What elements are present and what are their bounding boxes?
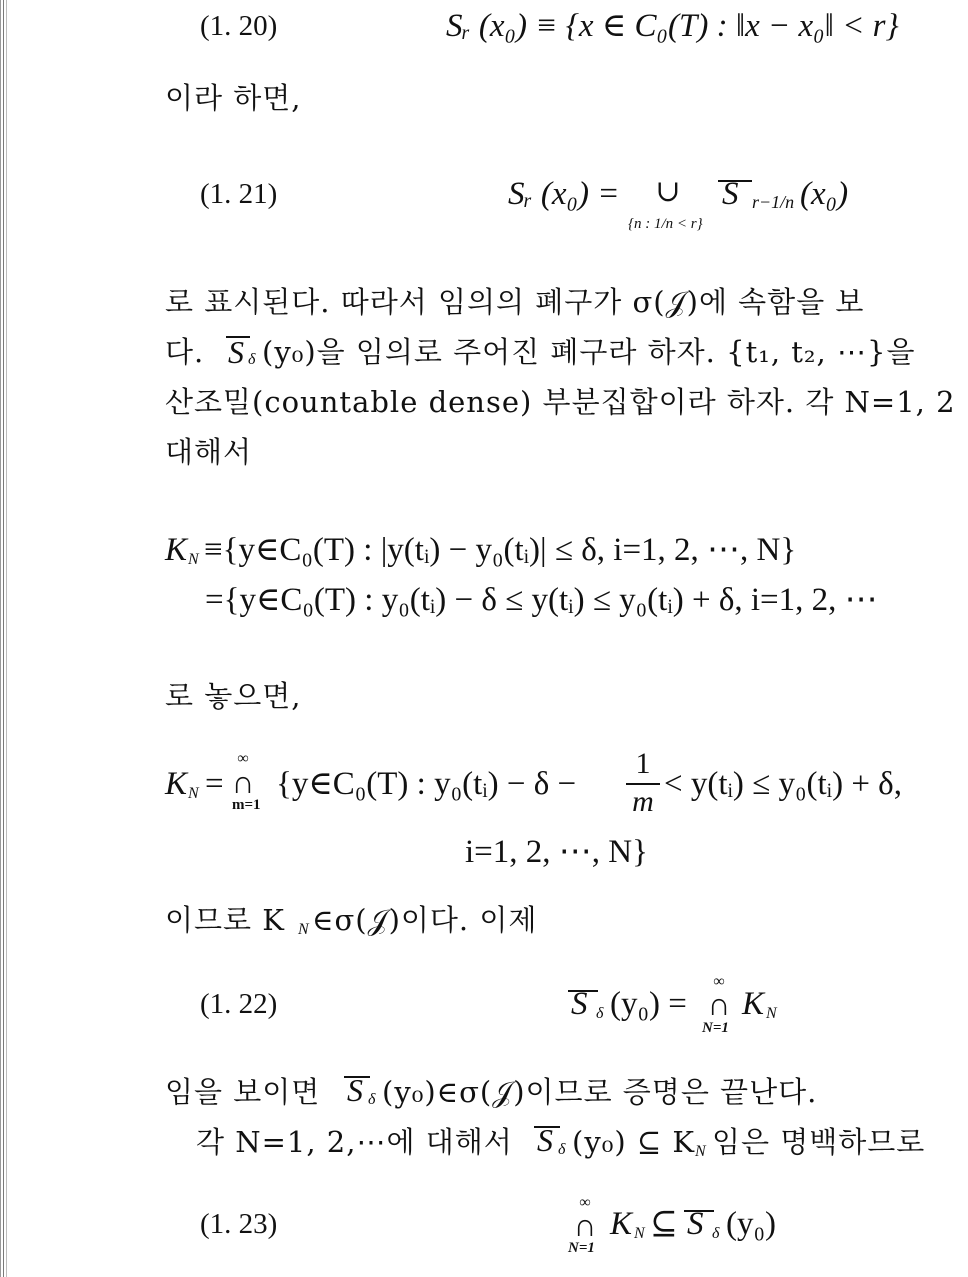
intersection-operator: ∩ (707, 986, 731, 1022)
fraction-denominator: m (632, 785, 654, 818)
intersection-upper-limit: ∞ (237, 750, 249, 767)
kn-subscript: N (695, 1143, 706, 1160)
closure-subscript: δ (368, 1091, 376, 1108)
closure-s: S (687, 1206, 704, 1242)
text-line: 이라 하면, (165, 81, 302, 115)
equation-1-20: Sᵣ (x₀) ≡ {x ∈ C₀(T) : ‖x − x₀‖ < r} (446, 8, 899, 44)
closure-subscript: δ (248, 351, 256, 368)
kn-expression: ≡{y∈C₀(T) : |y(tᵢ) − y₀(tᵢ)| ≤ δ, i=1, 2, ⋯, N} (204, 532, 797, 568)
text-line: 로 놓으면, (165, 679, 302, 713)
text-fragment: 각 N=1, 2,⋯에 대해서 (196, 1125, 513, 1159)
equals-sign: = (205, 766, 224, 802)
text-fragment: 다. (165, 335, 205, 369)
closure-s: S (537, 1122, 553, 1158)
kn-symbol: K (165, 766, 188, 802)
kn-symbol: K (165, 532, 188, 568)
kn-subscript: N (188, 785, 199, 802)
intersection-upper-limit: ∞ (579, 1194, 591, 1211)
closure-subscript: δ (558, 1141, 566, 1158)
intersection-upper-limit: ∞ (713, 973, 725, 990)
text-fragment: 이므로 K (165, 903, 285, 937)
kn-subscript: N (634, 1225, 645, 1242)
closure-s: S (228, 334, 244, 370)
union-operator: ∪ (655, 175, 681, 208)
intersection-operator: ∩ (231, 764, 255, 800)
kn-symbol: K (742, 986, 765, 1022)
text-fragment: (y₀) ⊆ K (572, 1125, 696, 1159)
union-limit: {n : 1/n < r} (628, 216, 703, 232)
eq21-arg: (x₀) (800, 176, 849, 212)
closure-s: S (347, 1072, 363, 1108)
intersection-lower-limit: N=1 (568, 1240, 595, 1256)
text-line: 대해서 (165, 435, 253, 469)
equation-number: (1. 22) (200, 988, 278, 1020)
fraction-numerator: 1 (635, 747, 651, 780)
closure-subscript: δ (712, 1225, 720, 1242)
closure-s: S (722, 176, 739, 212)
eq22-mid: (y₀) = (610, 986, 687, 1022)
equation-number: (1. 23) (200, 1208, 278, 1240)
kn-subscript: N (766, 1005, 777, 1022)
set-expression-rest: < y(tᵢ) ≤ y₀(tᵢ) + δ, (664, 766, 902, 802)
equation-number: (1. 21) (200, 178, 278, 210)
eq21-lhs: Sᵣ (x₀) = (508, 176, 620, 212)
subset-symbol: ⊆ (650, 1206, 678, 1242)
kn-subscript: N (298, 921, 309, 938)
closure-subscript: δ (596, 1005, 604, 1022)
intersection-lower-limit: N=1 (702, 1020, 729, 1036)
eq23-arg: (y₀) (726, 1206, 776, 1242)
kn-subscript: N (188, 551, 199, 568)
closure-s: S (571, 986, 588, 1022)
intersection-operator: ∩ (573, 1207, 597, 1243)
equation-number: (1. 20) (200, 10, 278, 42)
text-fragment: (y₀)∈σ(𝒥)이므로 증명은 끝난다. (382, 1075, 818, 1109)
index-range: i=1, 2, ⋯, N} (465, 834, 648, 870)
page-edge (0, 0, 8, 1277)
set-expression: {y∈C₀(T) : y₀(tᵢ) − δ − (276, 766, 577, 802)
text-fragment: 임을 보이면 (165, 1075, 321, 1109)
closure-subscript: r−1/n (752, 192, 795, 212)
text-fragment: 임은 명백하므로 (712, 1125, 926, 1159)
text-fragment: (y₀)을 임의로 주어진 폐구라 하자. {t₁, t₂, ⋯}을 (262, 335, 916, 369)
kn-definition-2: ={y∈C₀(T) : y₀(tᵢ) − δ ≤ y(tᵢ) ≤ y₀(tᵢ) + δ, i=1, 2, ⋯ (205, 582, 878, 618)
kn-symbol: K (610, 1206, 633, 1242)
text-line: 로 표시된다. 따라서 임의의 폐구가 σ(𝒥)에 속함을 보 (165, 285, 865, 319)
text-fragment: ∈σ(𝒥)이다. 이제 (312, 903, 538, 937)
intersection-lower-limit: m=1 (232, 797, 261, 813)
text-line: 산조밀(countable dense) 부분집합이라 하자. 각 N=1, 2 (165, 385, 956, 419)
